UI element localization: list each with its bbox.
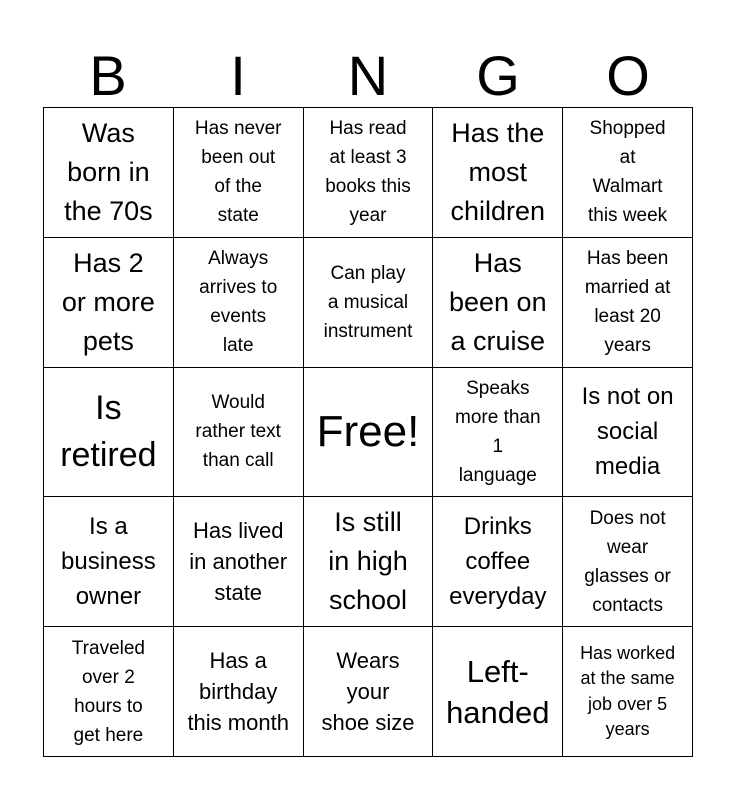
cell-text: Is still in high school bbox=[328, 507, 408, 616]
header-letter-g: G bbox=[476, 44, 520, 107]
cell-text: Has never been out of the state bbox=[194, 118, 282, 227]
bingo-cell-r1-c3[interactable] bbox=[304, 108, 434, 238]
cell-text: Drinks coffee everyday bbox=[449, 513, 547, 611]
bingo-cell-r4-c3[interactable] bbox=[304, 497, 434, 627]
bingo-header bbox=[43, 45, 693, 107]
bingo-cell-r5-c5[interactable] bbox=[563, 627, 693, 757]
bingo-cell-r1-c2[interactable] bbox=[174, 108, 304, 238]
cell-text: Was born in the 70s bbox=[64, 117, 153, 226]
bingo-cell-r3-c5[interactable] bbox=[563, 368, 693, 498]
bingo-cell-r1-c5[interactable] bbox=[563, 108, 693, 238]
cell-text: Has a birthday this month bbox=[187, 648, 289, 736]
bingo-cell-r1-c4[interactable] bbox=[433, 108, 563, 238]
cell-text: Traveled over 2 hours to get here bbox=[71, 637, 145, 746]
cell-text: Is a business owner bbox=[61, 513, 156, 611]
cell-text: Always arrives to events late bbox=[199, 248, 278, 357]
bingo-cell-r2-c1[interactable] bbox=[44, 238, 174, 368]
cell-text: Left- handed bbox=[446, 653, 550, 730]
bingo-cell-r5-c3[interactable] bbox=[304, 627, 434, 757]
cell-text: Would rather text than call bbox=[195, 392, 281, 472]
bingo-cell-r5-c1[interactable] bbox=[44, 627, 174, 757]
bingo-cell-r3-c4[interactable] bbox=[433, 368, 563, 498]
cell-text: Can play a musical instrument bbox=[323, 262, 413, 342]
bingo-card bbox=[43, 107, 693, 757]
cell-text: Has been married at least 20 years bbox=[584, 248, 671, 357]
cell-text: Does not wear glasses or contacts bbox=[584, 507, 671, 616]
bingo-cell-r4-c2[interactable] bbox=[174, 497, 304, 627]
cell-text: Speaks more than 1 language bbox=[455, 377, 541, 486]
header-letter-o: O bbox=[606, 44, 650, 107]
cell-text: Has read at least 3 books this year bbox=[325, 118, 411, 227]
cell-text: Has been on a cruise bbox=[448, 247, 547, 356]
bingo-cell-r2-c5[interactable] bbox=[563, 238, 693, 368]
bingo-cell-r4-c5[interactable] bbox=[563, 497, 693, 627]
cell-text: Free! bbox=[316, 406, 420, 456]
bingo-cell-r4-c4[interactable] bbox=[433, 497, 563, 627]
bingo-cell-r3-c2[interactable] bbox=[174, 368, 304, 498]
cell-text: Is retired bbox=[60, 388, 157, 474]
bingo-cell-r2-c2[interactable] bbox=[174, 238, 304, 368]
cell-text: Is not on social media bbox=[581, 383, 674, 481]
bingo-cell-r3-c1[interactable] bbox=[44, 368, 174, 498]
header-letter-i: I bbox=[230, 44, 246, 107]
cell-text: Shopped at Walmart this week bbox=[587, 118, 668, 227]
bingo-cell-r4-c1[interactable] bbox=[44, 497, 174, 627]
cell-text: Has worked at the same job over 5 years bbox=[580, 642, 676, 740]
header-letter-n: N bbox=[347, 44, 389, 107]
cell-text: Has the most children bbox=[450, 117, 546, 226]
cell-text: Wears your shoe size bbox=[321, 648, 415, 736]
bingo-cell-r2-c4[interactable] bbox=[433, 238, 563, 368]
cell-text: Has lived in another state bbox=[189, 518, 288, 606]
cell-text: Has 2 or more pets bbox=[61, 247, 155, 356]
bingo-cell-r2-c3[interactable] bbox=[304, 238, 434, 368]
header-letter-b: B bbox=[89, 44, 127, 107]
bingo-cell-r5-c2[interactable] bbox=[174, 627, 304, 757]
free-space[interactable] bbox=[304, 368, 434, 498]
bingo-cell-r5-c4[interactable] bbox=[433, 627, 563, 757]
bingo-cell-r1-c1[interactable] bbox=[44, 108, 174, 238]
